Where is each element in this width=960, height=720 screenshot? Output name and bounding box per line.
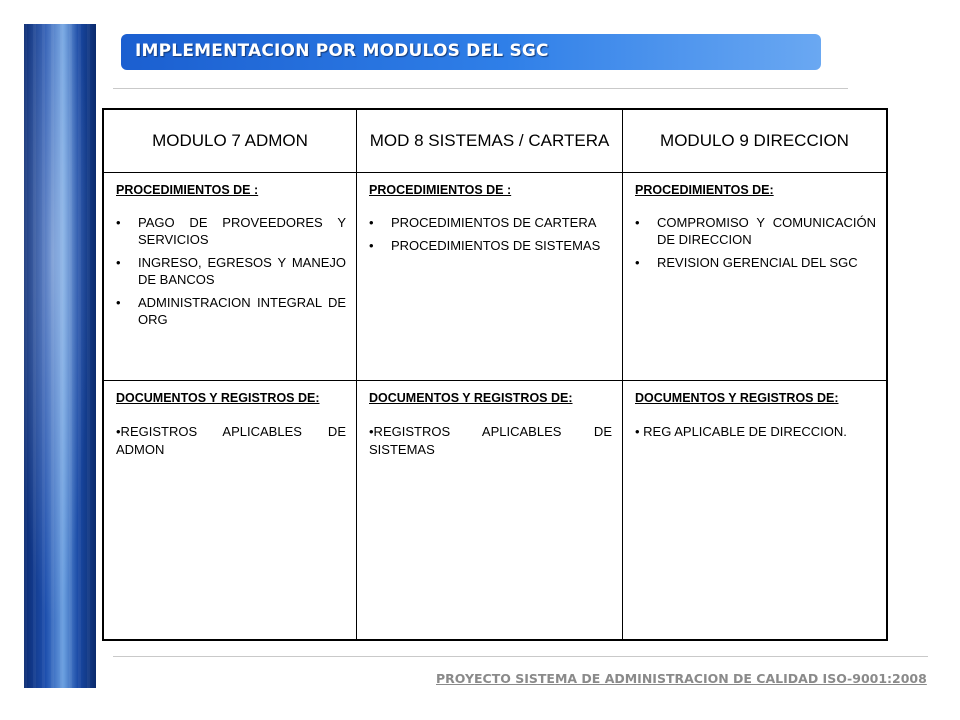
procedures-list [116, 215, 346, 328]
list-item: • INGRESO, EGRESOS Y MANEJO DE BANCOS [116, 255, 346, 289]
documents-cell-modulo-8 [357, 381, 623, 639]
list-item: • PROCEDIMIENTOS DE SISTEMAS [369, 238, 612, 255]
header-modulo-8: MOD 8 SISTEMAS / CARTERA [357, 110, 623, 173]
procedures-list [635, 215, 876, 272]
procedures-cell-modulo-8 [357, 173, 623, 381]
documents-cell-modulo-7 [104, 381, 357, 639]
procedures-title: PROCEDIMIENTOS DE: [635, 183, 774, 197]
list-item: • PROCEDIMIENTOS DE CARTERA [369, 215, 612, 232]
top-divider [113, 88, 848, 89]
documents-cell-modulo-9 [623, 381, 886, 639]
documents-text: • REG APLICABLE DE DIRECCION. [635, 424, 847, 440]
documents-text: •REGISTROS APLICABLES DE SISTEMAS [369, 424, 612, 458]
header-modulo-9: MODULO 9 DIRECCION [623, 110, 886, 173]
procedures-title: PROCEDIMIENTOS DE : [116, 183, 259, 197]
procedures-cell-modulo-7 [104, 173, 357, 381]
list-item: • PAGO DE PROVEEDORES Y SERVICIOS [116, 215, 346, 249]
bottom-divider [113, 656, 928, 657]
documents-title: DOCUMENTOS Y REGISTROS DE: [635, 391, 839, 405]
list-item: • REVISION GERENCIAL DEL SGC [635, 255, 876, 272]
modules-table [102, 108, 888, 641]
title-banner [121, 34, 821, 70]
list-item: • COMPROMISO Y COMUNICACIÓN DE DIRECCION [635, 215, 876, 249]
procedures-list [369, 215, 612, 255]
header-modulo-7: MODULO 7 ADMON [104, 110, 357, 173]
documents-title: DOCUMENTOS Y REGISTROS DE: [369, 391, 573, 405]
list-item: • ADMINISTRACION INTEGRAL DE ORG [116, 295, 346, 329]
slide-title: IMPLEMENTACION POR MODULOS DEL SGC [135, 41, 549, 61]
procedures-title: PROCEDIMIENTOS DE : [369, 183, 512, 197]
footer-project-name: PROYECTO SISTEMA DE ADMINISTRACION DE CALIDAD ISO-9001:2008 [436, 671, 927, 686]
procedures-cell-modulo-9 [623, 173, 886, 381]
documents-title: DOCUMENTOS Y REGISTROS DE: [116, 391, 320, 405]
documents-text: •REGISTROS APLICABLES DE ADMON [116, 424, 346, 458]
decorative-side-band [24, 24, 96, 688]
